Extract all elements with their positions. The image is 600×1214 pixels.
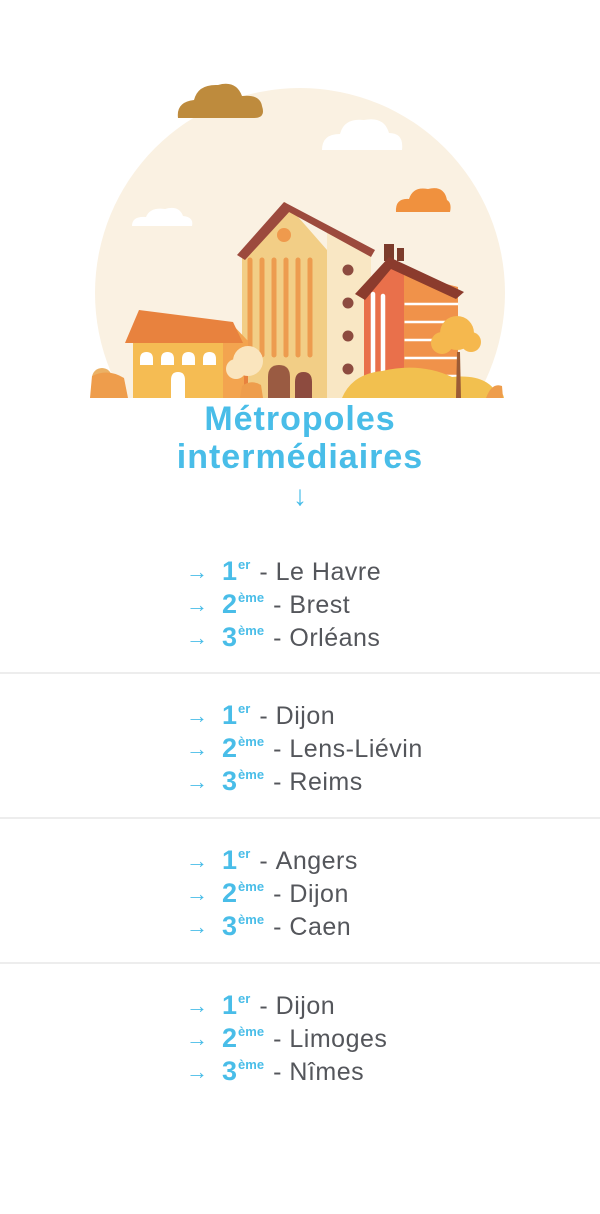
city-name: Dijon — [289, 880, 349, 908]
rank-value: 3 — [222, 911, 238, 941]
title-line-1: Métropoles — [204, 400, 396, 438]
city-name: Orléans — [289, 624, 381, 652]
rank-number — [222, 845, 250, 876]
arrow-right-icon: → — [186, 993, 208, 1018]
rank-value: 3 — [222, 1056, 238, 1086]
group-divider — [0, 817, 600, 819]
rank-city-separator: - — [273, 624, 282, 652]
city-name: Brest — [289, 591, 351, 619]
rank-city-separator: - — [273, 913, 282, 941]
rank-number — [222, 589, 264, 620]
rank-number — [222, 878, 264, 909]
rank-value: 2 — [222, 878, 238, 908]
rank-city-separator: - — [259, 992, 268, 1020]
rank-city-separator: - — [273, 880, 282, 908]
group-divider — [0, 962, 600, 964]
arrow-right-icon: → — [186, 848, 208, 873]
city-name: Reims — [289, 768, 363, 796]
city-name: Dijon — [275, 702, 336, 730]
rank-suffix: ème — [238, 912, 265, 927]
city-name: Dijon — [275, 992, 336, 1020]
arrow-right-icon: → — [186, 881, 208, 906]
rank-suffix: ème — [238, 1024, 265, 1039]
ranking-row — [186, 556, 586, 589]
rank-city-separator: - — [273, 591, 282, 619]
rank-value: 1 — [222, 845, 238, 875]
ranking-row — [186, 622, 586, 655]
city-name: Limoges — [289, 1025, 388, 1053]
arrow-right-icon: → — [186, 625, 208, 650]
rank-suffix: er — [238, 701, 251, 716]
ranking-row — [186, 589, 586, 622]
rank-city-separator: - — [273, 768, 282, 796]
rank-city-separator: - — [259, 558, 268, 586]
rank-suffix: ème — [238, 590, 265, 605]
city-name: Lens-Liévin — [289, 735, 423, 763]
ranking-row — [186, 878, 586, 911]
rank-value: 2 — [222, 1023, 238, 1053]
rank-number — [222, 556, 250, 587]
rank-number — [222, 622, 264, 653]
arrow-right-icon: → — [186, 914, 208, 939]
rank-number — [222, 1023, 264, 1054]
title-line-2: intermédiaires — [176, 438, 424, 476]
ranking-row — [186, 700, 586, 733]
rank-city-separator: - — [259, 702, 268, 730]
rank-value: 1 — [222, 990, 238, 1020]
rank-value: 2 — [222, 589, 238, 619]
rank-value: 3 — [222, 766, 238, 796]
ranking-row — [186, 1023, 586, 1056]
ranking-group-4 — [186, 990, 586, 1089]
rank-number — [222, 1056, 264, 1087]
rank-suffix: er — [238, 557, 251, 572]
rank-suffix: er — [238, 991, 251, 1006]
ranking-row — [186, 911, 586, 944]
rank-number — [222, 911, 264, 942]
rank-suffix: ème — [238, 623, 265, 638]
city-name: Caen — [289, 913, 352, 941]
rank-number — [222, 733, 264, 764]
rank-number — [222, 700, 250, 731]
rank-suffix: ème — [238, 767, 265, 782]
rank-city-separator: - — [273, 1058, 282, 1086]
arrow-right-icon: → — [186, 1026, 208, 1051]
rank-city-separator: - — [259, 847, 268, 875]
arrow-right-icon: → — [186, 703, 208, 728]
city-name: Le Havre — [275, 558, 382, 586]
ranking-row — [186, 733, 586, 766]
ranking-row — [186, 766, 586, 799]
ranking-row — [186, 1056, 586, 1089]
down-arrow-icon: ↓ — [293, 480, 307, 511]
rank-value: 2 — [222, 733, 238, 763]
arrow-right-icon: → — [186, 559, 208, 584]
arrow-right-icon: → — [186, 736, 208, 761]
rank-suffix: ème — [238, 734, 265, 749]
rank-suffix: ème — [238, 1057, 265, 1072]
rank-suffix: ème — [238, 879, 265, 894]
rank-city-separator: - — [273, 1025, 282, 1053]
arrow-right-icon: → — [186, 1059, 208, 1084]
city-name: Angers — [275, 847, 358, 875]
ranking-group-2 — [186, 700, 586, 799]
rank-city-separator: - — [273, 735, 282, 763]
arrow-right-icon: → — [186, 769, 208, 794]
ranking-row — [186, 845, 586, 878]
rank-value: 1 — [222, 700, 238, 730]
rank-value: 1 — [222, 556, 238, 586]
rank-suffix: er — [238, 846, 251, 861]
group-divider — [0, 672, 600, 674]
ranking-row — [186, 990, 586, 1023]
ranking-group-3 — [186, 845, 586, 944]
rank-number — [222, 766, 264, 797]
city-name: Nîmes — [289, 1058, 365, 1086]
rank-number — [222, 990, 250, 1021]
rank-value: 3 — [222, 622, 238, 652]
ranking-group-1 — [186, 556, 586, 655]
arrow-right-icon: → — [186, 592, 208, 617]
